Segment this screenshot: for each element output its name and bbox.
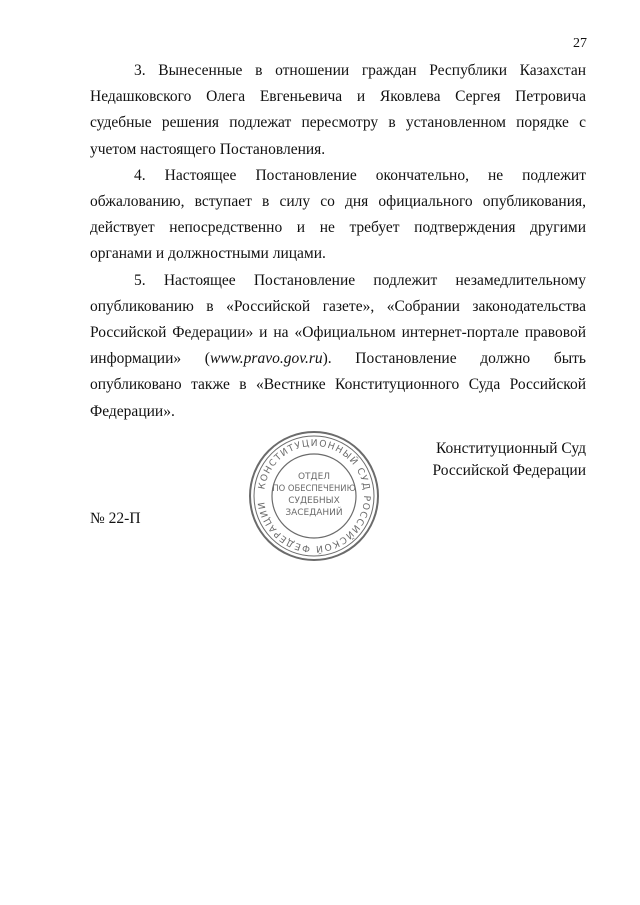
paragraph-text-after: ). Постановление должно быть опубликовано также в «Вестнике Конституционного Суда Российской Федерации». [90, 350, 586, 420]
paragraph-text: Настоящее Постановление окончательно, не подлежит обжалованию, вступает в силу со дня официального опубликования, действует непосредственно и не требует подтверждения другими органами и должностными лицами. [90, 166, 587, 263]
paragraph-text-before: Настоящее Постановление подлежит незамедлительному опубликованию в «Российской газете», «Собрании законодательства Российской Федерации» и на «Официальном интернет-портале правовой информации» ( [90, 271, 586, 368]
paragraph-5 [90, 268, 586, 425]
paragraph-number: 3. [134, 62, 146, 79]
website-link: www.pravo.gov.ru [209, 350, 323, 368]
paragraph-text: Вынесенные в отношении граждан Республики Казахстан Недашковского Олега Евгеньевича и Яковлева Сергея Петровича судебные решения подлежат пересмотру в установленном порядке с учетом настоящего Постановления. [90, 62, 586, 158]
signature-line-2: Российской Федерации [432, 462, 586, 479]
official-seal [246, 428, 382, 564]
signature-line-1: Конституционный Суд [435, 440, 586, 457]
seal-center-line-1: ОТДЕЛ [297, 472, 331, 482]
document-number: № 22-П [90, 510, 141, 527]
seal-ring-text: КОНСТИТУЦИОННЫЙ СУД РОССИЙСКОЙ ФЕДЕРАЦИИ [256, 437, 373, 555]
signature-block [433, 438, 586, 482]
paragraph-number: 5. [134, 271, 146, 289]
paragraph-4 [90, 163, 586, 268]
page-number: 27 [573, 36, 587, 51]
seal-center-line-2: ПО ОБЕСПЕЧЕНИЮ [272, 483, 356, 493]
paragraph-number: 4. [134, 166, 146, 184]
paragraph-3 [90, 58, 586, 163]
seal-center-line-4: ЗАСЕДАНИЙ [285, 508, 343, 518]
seal-center-line-3: СУДЕБНЫХ [288, 496, 340, 506]
document-body [90, 58, 586, 425]
